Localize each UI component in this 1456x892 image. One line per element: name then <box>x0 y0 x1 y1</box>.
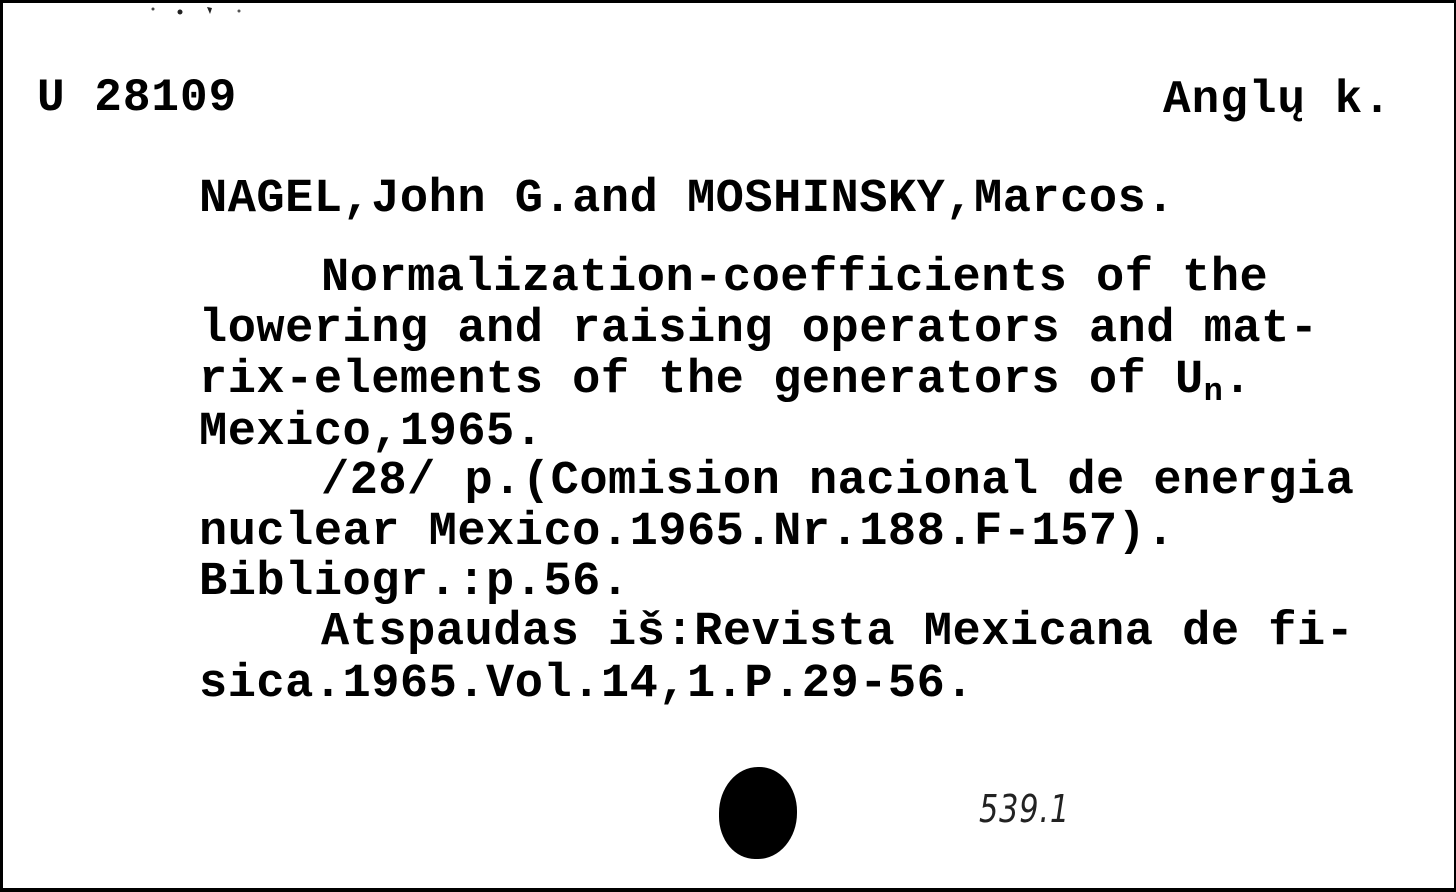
offprint-note: Atspaudas iš:Revista Mexicana de fi- <box>321 606 1355 659</box>
subscript-n: n <box>1203 373 1224 410</box>
title-line <box>199 354 1253 410</box>
title-line-text: rix-elements of the generators of U <box>199 354 1204 407</box>
collation-line: nuclear Mexico.1965.Nr.188.F-157). <box>199 506 1175 559</box>
collation-line: /28/ p.(Comision nacional de energia <box>321 455 1355 508</box>
call-number: U 28109 <box>37 72 238 124</box>
bibliography-note: Bibliogr.:p.56. <box>199 556 630 609</box>
punch-hole <box>719 767 797 859</box>
ink-specks <box>3 3 1454 63</box>
imprint: Mexico,1965. <box>199 406 544 459</box>
title-line: Normalization-coefficients of the <box>321 252 1269 305</box>
title-line-period: . <box>1223 354 1253 407</box>
shelf-mark: 539.1 <box>979 787 1071 831</box>
authors-heading: NAGEL,John G.and MOSHINSKY,Marcos. <box>199 173 1175 226</box>
offprint-note: sica.1965.Vol.14,1.P.29-56. <box>199 658 975 711</box>
language-mark: Anglų k. <box>1163 74 1392 126</box>
title-line: lowering and raising operators and mat- <box>199 303 1319 356</box>
